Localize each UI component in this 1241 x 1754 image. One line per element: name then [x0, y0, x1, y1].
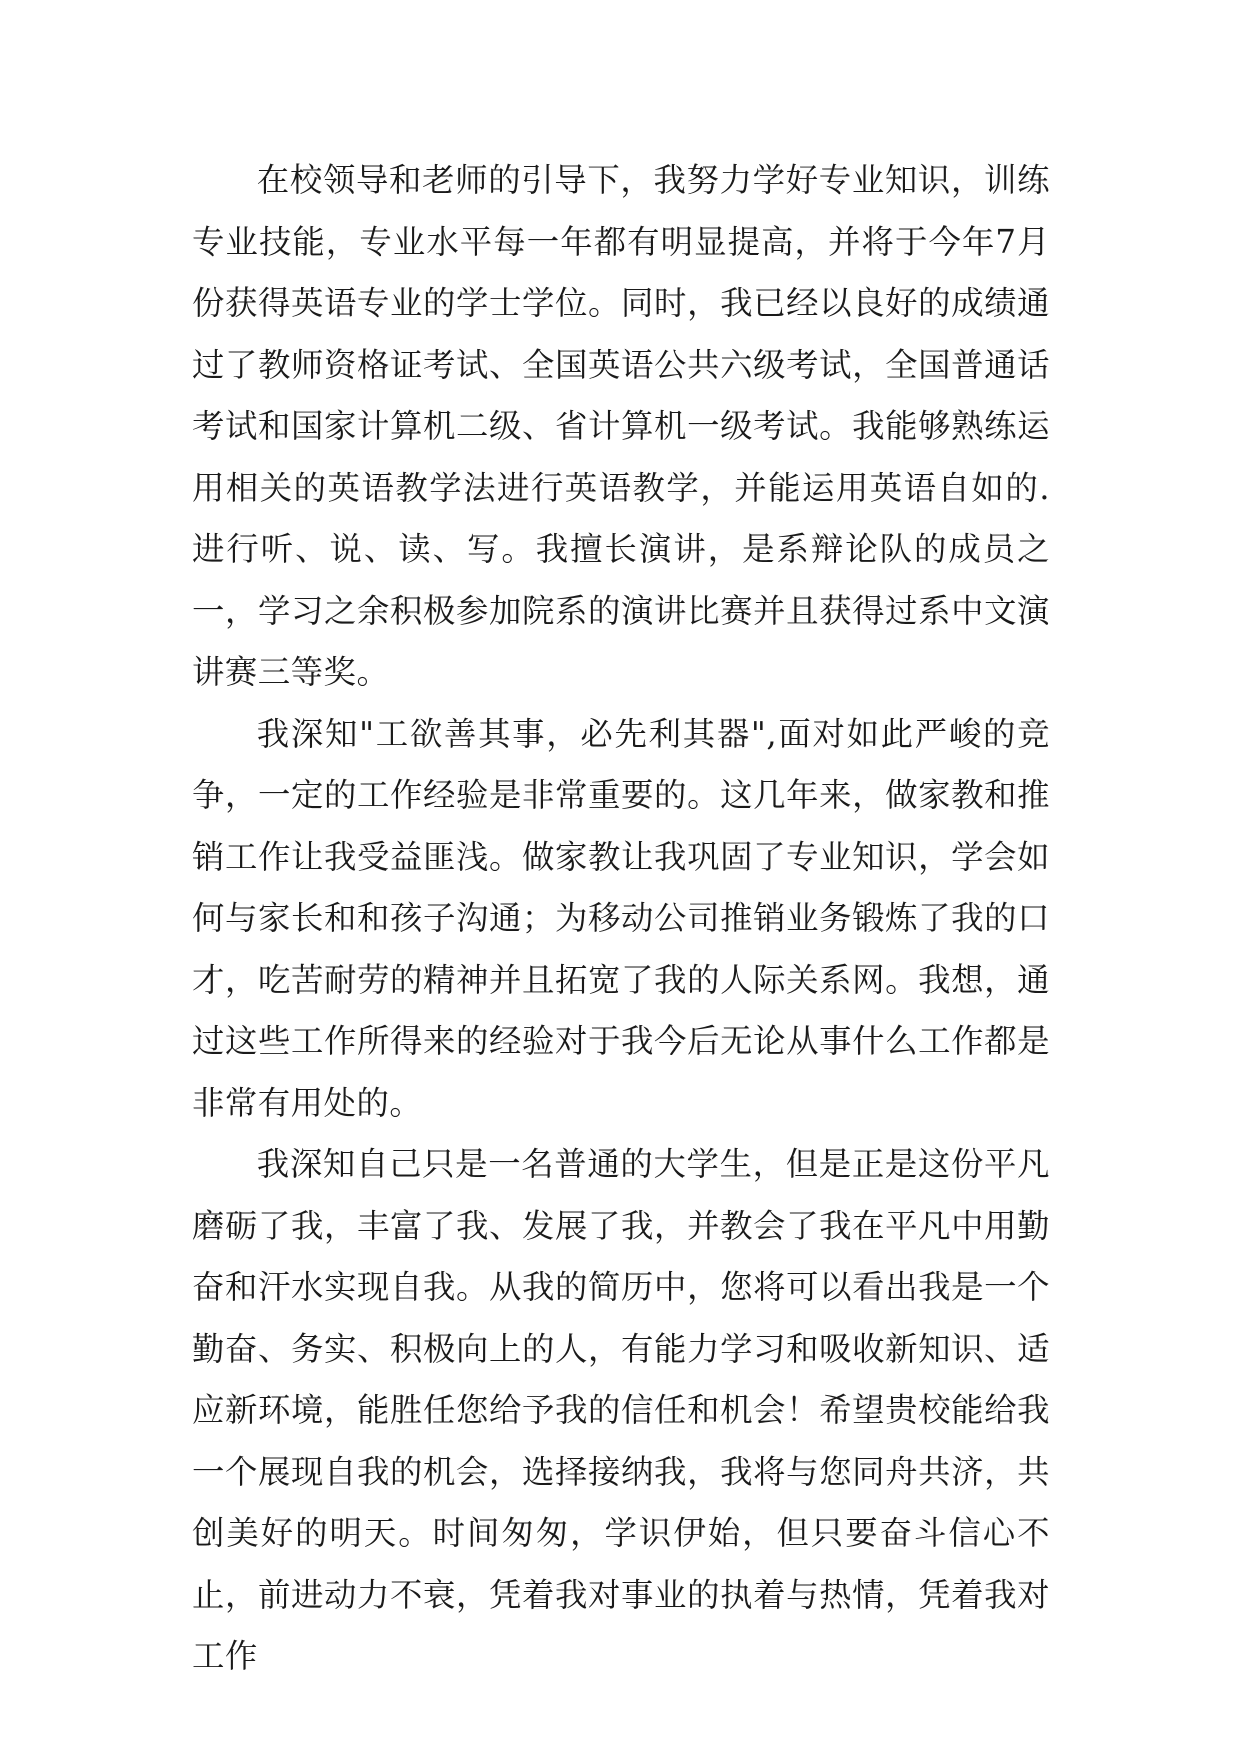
- paragraph-2: 我深知"工欲善其事，必先利其器",面对如此严峻的竞争，一定的工作经验是非常重要的。这几年来，做家教和推销工作让我受益匪浅。做家教让我巩固了专业知识，学会如何与家长和和孩子沟通；为移动公司推销业务锻炼了我的口才，吃苦耐劳的精神并且拓宽了我的人际关系网。我想，通过这些工作所得来的经验对于我今后无论从事什么工作都是非常有用处的。: [192, 714, 1050, 1122]
- body-text: [192, 150, 1050, 1688]
- paragraph-1: 在校领导和老师的引导下，我努力学好专业知识，训练专业技能，专业水平每一年都有明显提高，并将于今年7月份获得英语专业的学士学位。同时，我已经以良好的成绩通过了教师资格证考试、全国英语公共六级考试，全国普通话考试和国家计算机二级、省计算机一级考试。我能够熟练运用相关的英语教学法进行英语教学，并能运用英语自如的.进行听、说、读、写。我擅长演讲，是系辩论队的成员之一，学习之余积极参加院系的演讲比赛并且获得过系中文演讲赛三等奖。: [192, 161, 1050, 691]
- paragraph-3: 我深知自己只是一名普通的大学生，但是正是这份平凡磨砺了我，丰富了我、发展了我，并教会了我在平凡中用勤奋和汗水实现自我。从我的简历中，您将可以看出我是一个勤奋、务实、积极向上的人，有能力学习和吸收新知识、适应新环境，能胜任您给予我的信任和机会！希望贵校能给我一个展现自我的机会，选择接纳我，我将与您同舟共济，共创美好的明天。时间匆匆，学识伊始，但只要奋斗信心不止，前进动力不衰，凭着我对事业的执着与热情，凭着我对工作: [192, 1145, 1050, 1675]
